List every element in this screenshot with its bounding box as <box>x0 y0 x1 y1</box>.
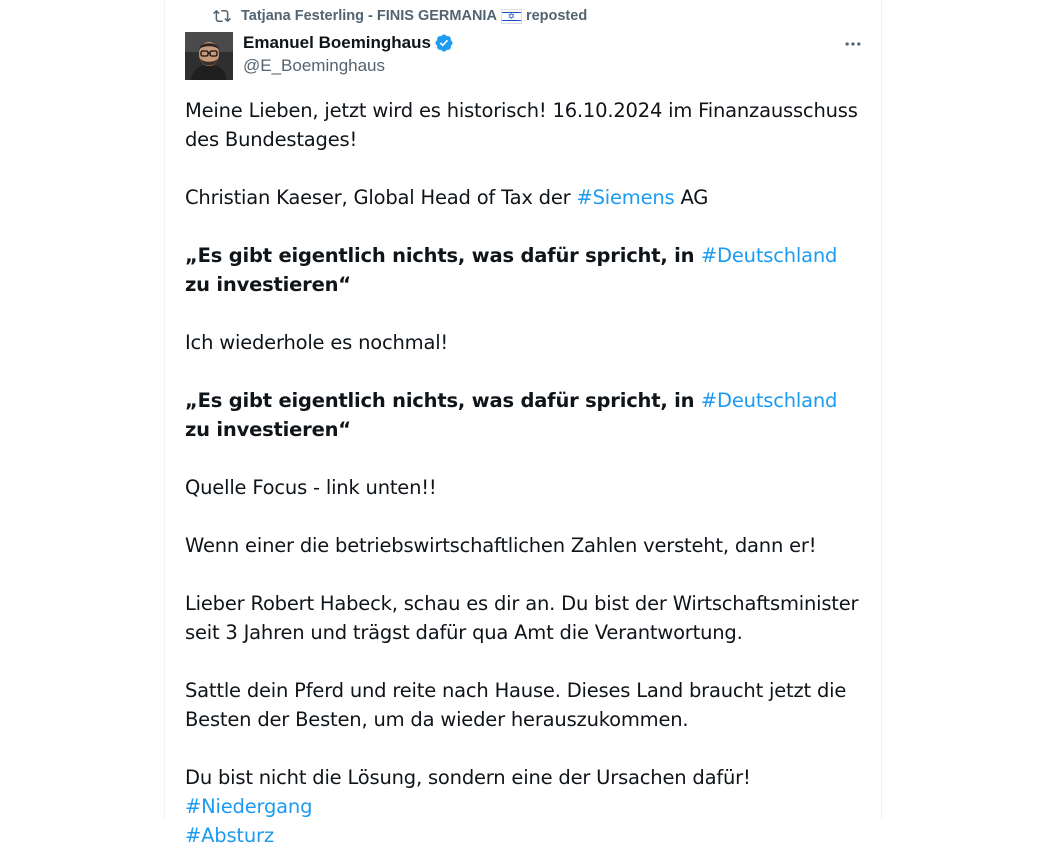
repost-icon <box>213 7 231 25</box>
verified-badge-icon[interactable] <box>434 33 454 53</box>
post-text <box>185 96 865 850</box>
hashtag-link[interactable]: #Niedergang <box>185 795 313 818</box>
post-paragraph: Du bist nicht die Lösung, sondern eine der Ursachen dafür! #Niedergang #Absturz <box>185 766 751 847</box>
avatar[interactable] <box>185 32 233 80</box>
post-paragraph: Wenn einer die betriebswirtschaftlichen Zahlen versteht, dann er! <box>185 534 817 557</box>
post <box>164 0 882 847</box>
author-name-row[interactable] <box>243 31 454 55</box>
hashtag-link[interactable]: #Siemens <box>576 186 675 209</box>
post-paragraph: Quelle Focus - link unten!! <box>185 476 437 499</box>
reposted-label: reposted <box>525 8 588 24</box>
more-options-button[interactable] <box>839 30 867 58</box>
more-options-icon <box>843 34 863 54</box>
israel-flag-icon <box>502 10 521 23</box>
avatar-image <box>185 32 233 80</box>
quote-paragraph: „Es gibt eigentlich nichts, was dafür spricht, in #Deutschland zu investieren“ <box>185 389 838 441</box>
hashtag-link[interactable]: #Deutschland <box>700 244 838 267</box>
author-handle[interactable]: @E_Boeminghaus <box>243 56 386 75</box>
author-display-name[interactable]: Emanuel Boeminghaus <box>243 33 431 52</box>
post-paragraph: Sattle dein Pferd und reite nach Hause. Dieses Land braucht jetzt die Besten der Besten, um da wieder herauszukommen. <box>185 679 847 731</box>
reposter-name[interactable]: Tatjana Festerling - FINIS GERMANIA <box>241 8 497 24</box>
post-paragraph: Christian Kaeser, Global Head of Tax der #Siemens AG <box>185 186 709 209</box>
post-paragraph: Ich wiederhole es nochmal! <box>185 331 449 354</box>
hashtag-link[interactable]: #Deutschland <box>700 389 838 412</box>
hashtag-link[interactable]: #Absturz <box>185 824 274 847</box>
quote-paragraph: „Es gibt eigentlich nichts, was dafür spricht, in #Deutschland zu investieren“ <box>185 244 838 296</box>
post-paragraph: Meine Lieben, jetzt wird es historisch! 16.10.2024 im Finanzausschuss des Bundestages! <box>185 99 858 151</box>
post-paragraph: Lieber Robert Habeck, schau es dir an. Du bist der Wirtschaftsminister seit 3 Jahren und trägst dafür qua Amt die Verantwortung. <box>185 592 859 644</box>
repost-context[interactable] <box>213 6 587 26</box>
